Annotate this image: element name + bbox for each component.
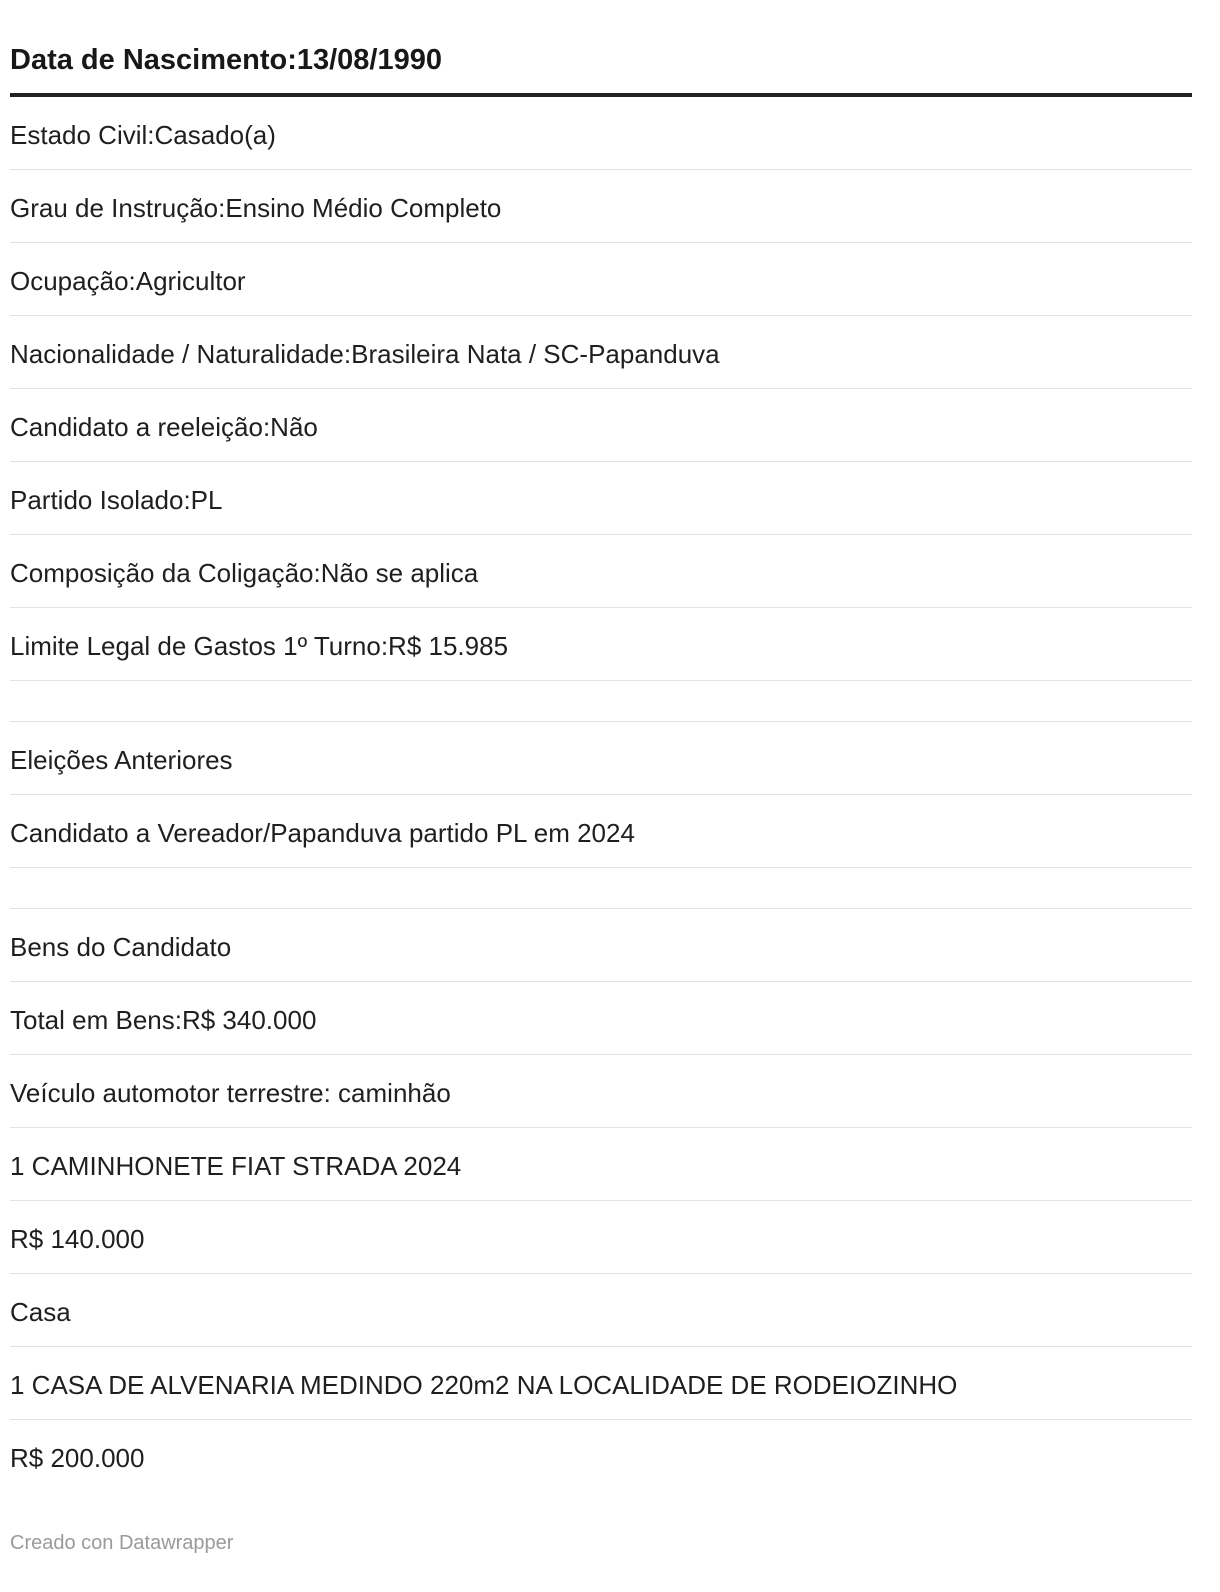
table-cell: Bens do Candidato: [10, 932, 232, 962]
table-cell: Limite Legal de Gastos 1º Turno:R$ 15.985: [10, 631, 509, 661]
table-cell: Nacionalidade / Naturalidade:Brasileira Nata / SC-Papanduva: [10, 339, 720, 369]
data-table: [10, 0, 1192, 1493]
table-cell: Candidato a Vereador/Papanduva partido PL em 2024: [10, 818, 635, 848]
table-row-total-bens: [10, 982, 1192, 1055]
table-row-empty: [10, 868, 1192, 909]
table-row-partido: [10, 462, 1192, 535]
table-cell: Grau de Instrução:Ensino Médio Completo: [10, 193, 502, 223]
table-row-limite-gastos: [10, 608, 1192, 681]
table-cell: Casa: [10, 1297, 71, 1327]
table-row-bens-candidato: [10, 909, 1192, 982]
table-row-reeleicao: [10, 389, 1192, 462]
table-row-casa-tipo: [10, 1274, 1192, 1347]
table-row-casa-descricao: [10, 1347, 1192, 1420]
table-row-casa-valor: [10, 1420, 1192, 1493]
table-row-coligacao: [10, 535, 1192, 608]
table-cell: 1 CAMINHONETE FIAT STRADA 2024: [10, 1151, 462, 1181]
table-row-veiculo-tipo: [10, 1055, 1192, 1128]
table-cell: Total em Bens:R$ 340.000: [10, 1005, 317, 1035]
table-row-candidatura-2024: [10, 795, 1192, 868]
table-row-veiculo-valor: [10, 1201, 1192, 1274]
table-row-estado-civil: [10, 97, 1192, 170]
table-row-veiculo-descricao: [10, 1128, 1192, 1201]
table-cell: Eleições Anteriores: [10, 745, 233, 775]
table-cell: Composição da Coligação:Não se aplica: [10, 558, 479, 588]
table-cell: Partido Isolado:PL: [10, 485, 223, 515]
table-cell: Veículo automotor terrestre: caminhão: [10, 1078, 451, 1108]
table-cell: Candidato a reeleição:Não: [10, 412, 318, 442]
table-header-title: Data de Nascimento:13/08/1990: [10, 44, 442, 76]
table-header: [10, 0, 1192, 97]
table-row-ocupacao: [10, 243, 1192, 316]
table-row-nacionalidade: [10, 316, 1192, 389]
datawrapper-credit: Creado con Datawrapper: [10, 1532, 234, 1554]
table-row-grau-instrucao: [10, 170, 1192, 243]
table-cell: Ocupação:Agricultor: [10, 266, 246, 296]
table-row-empty: [10, 681, 1192, 722]
table-cell: R$ 200.000: [10, 1443, 145, 1473]
table-row-eleicoes-anteriores: [10, 722, 1192, 795]
table-cell: 1 CASA DE ALVENARIA MEDINDO 220m2 NA LOCALIDADE DE RODEIOZINHO: [10, 1370, 958, 1400]
table-cell: Estado Civil:Casado(a): [10, 120, 276, 150]
table-cell: R$ 140.000: [10, 1224, 145, 1254]
